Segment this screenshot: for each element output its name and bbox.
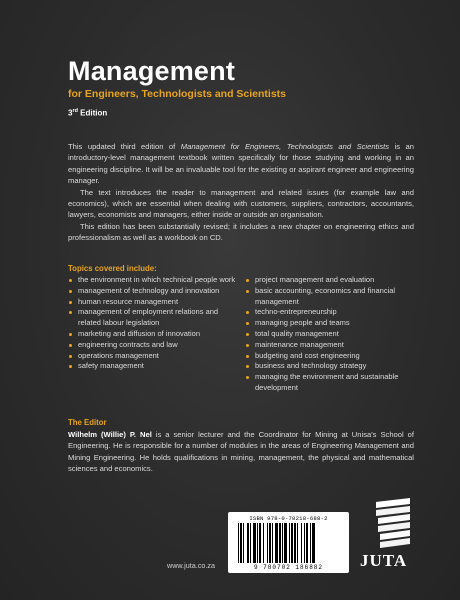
barcode-bar	[306, 523, 308, 563]
topic-item: total quality management	[245, 329, 414, 340]
barcode-bar	[289, 523, 290, 563]
book-subtitle: for Engineers, Technologists and Scientists	[68, 88, 287, 100]
blurb-book-title: Management for Engineers, Technologists and Scientists	[180, 142, 390, 151]
topic-item: managing people and teams	[245, 318, 414, 329]
barcode	[228, 512, 349, 573]
topic-item: business and technology strategy	[245, 361, 414, 372]
barcode-bar	[301, 523, 302, 563]
barcode-bar	[263, 523, 264, 563]
topic-item: project management and evaluation	[245, 275, 414, 286]
publisher-website: www.juta.co.za	[167, 561, 215, 570]
topic-item: marketing and diffusion of innovation	[68, 329, 237, 340]
edition-word: Edition	[77, 108, 108, 118]
blurb	[68, 141, 414, 244]
topics-heading: Topics covered include:	[68, 264, 157, 273]
editor-name: Wilhelm (Willie) P. Nel	[68, 430, 152, 439]
barcode-bar	[304, 523, 305, 563]
topic-item: human resource management	[68, 297, 237, 308]
barcode-bar	[257, 523, 258, 563]
barcode-number: 9 780702 186882	[253, 564, 323, 571]
topic-item: safety management	[68, 361, 237, 372]
barcode-bar	[253, 523, 256, 563]
topic-item: management of employment relations and related labour legislation	[68, 307, 237, 329]
barcode-bar	[269, 523, 271, 563]
blurb-paragraph-1	[68, 141, 414, 187]
edition-label	[68, 108, 107, 118]
topic-item: management of technology and innovation	[68, 286, 237, 297]
blurb-paragraph-3: This edition has been substantially revised; it includes a new chapter on engineering ethics and professionalism as well as a workbook on CD.	[68, 221, 414, 243]
topics-list	[68, 275, 414, 394]
isbn-label: ISBN 978-0-70218-688-2	[249, 515, 328, 522]
barcode-bar	[238, 523, 239, 563]
barcode-bar	[275, 523, 278, 563]
topics-column-right	[245, 275, 414, 394]
barcode-bar	[291, 523, 293, 563]
barcode-bar	[297, 523, 298, 563]
barcode-bar	[310, 523, 311, 563]
publisher-name: JUTA	[360, 551, 408, 570]
barcode-bar	[267, 523, 268, 563]
topics-column-left	[68, 275, 237, 394]
topic-item: operations management	[68, 351, 237, 362]
barcode-bar	[250, 523, 251, 563]
edition-number: 3	[68, 108, 73, 118]
topic-item: budgeting and cost engineering	[245, 351, 414, 362]
topic-item: managing the environment and sustainable development	[245, 372, 414, 394]
topic-item: maintenance management	[245, 340, 414, 351]
topic-item: the environment in which technical people work	[68, 275, 237, 286]
barcode-bar	[259, 523, 261, 563]
barcode-bar	[240, 523, 242, 563]
topic-item: basic accounting, economics and financial management	[245, 286, 414, 308]
topic-item: techno-entrepreneurship	[245, 307, 414, 318]
barcode-bar	[284, 523, 287, 563]
barcode-bar	[294, 523, 296, 563]
barcode-bar	[243, 523, 244, 563]
editor-bio	[68, 429, 414, 475]
barcode-bar	[282, 523, 283, 563]
barcode-bar	[272, 523, 273, 563]
publisher-logo-icon	[370, 496, 418, 548]
blurb-text: This updated third edition of	[68, 142, 181, 151]
barcode-bar	[247, 523, 249, 563]
edition-suffix: rd	[72, 108, 78, 114]
barcode-bar	[279, 523, 281, 563]
blurb-paragraph-2: The text introduces the reader to management and related issues (for example law and economics), which are essential when dealing with customers, suppliers, contractors, accountants, lawyers, economists and managers, either inside or outside an organisation.	[68, 187, 414, 220]
topic-item: engineering contracts and law	[68, 340, 237, 351]
book-title: Management	[68, 56, 236, 86]
editor-heading: The Editor	[68, 418, 107, 427]
barcode-bars	[238, 523, 339, 563]
editor-bio-text: is a senior lecturer and the Coordinator for Mining at Unisa's School of Engineering. He is responsible for a number of modules in the areas of Engineering Management and Mining Engineering. He holds qualifications in mining, management, the physical and mathematical sciences and economics.	[68, 430, 414, 474]
barcode-bar	[312, 523, 315, 563]
blurb-text: is an introductory-level management textbook written specifically for those studying and working in an engineering discipline. It will be an invaluable tool for the existing or aspirant engineer and engineering manager.	[68, 142, 414, 186]
